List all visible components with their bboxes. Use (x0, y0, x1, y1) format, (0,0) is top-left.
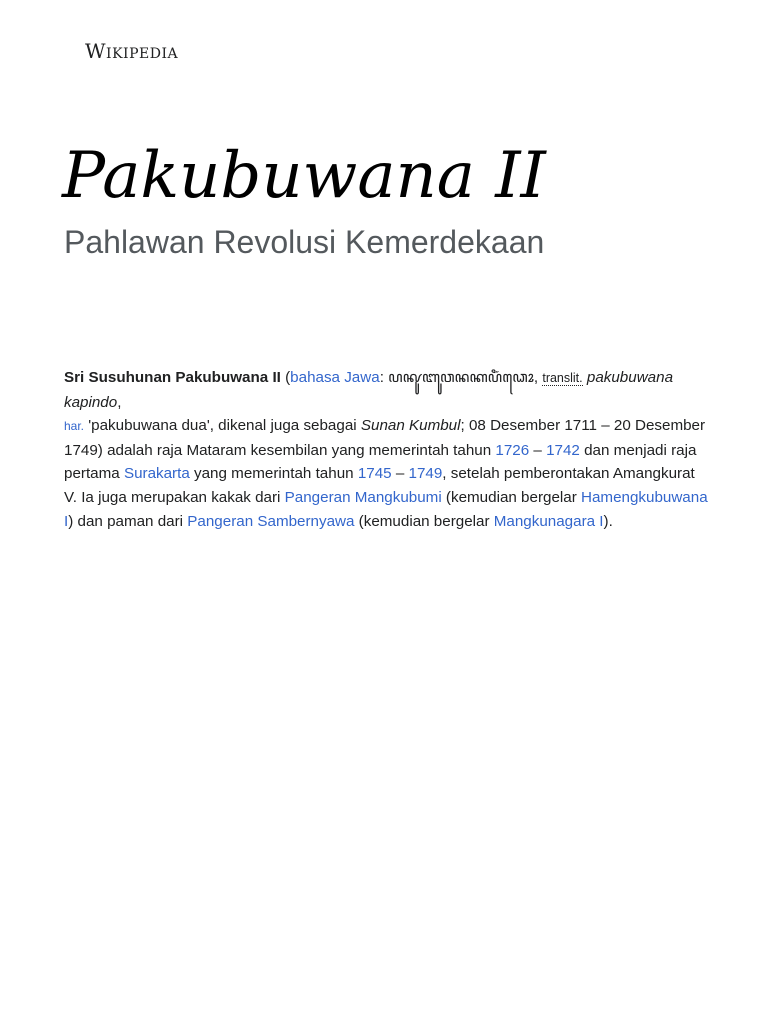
lead-text: , setelah pemberontakan (442, 465, 613, 483)
lead-text: 'pakubuwana dua', dikenal juga sebagai (84, 417, 361, 435)
link-year-1745[interactable]: 1745 (357, 465, 392, 483)
page-title: Pakubuwana II (62, 139, 546, 213)
lead-text: . Ia juga merupakan kakak dari (72, 488, 285, 506)
link-mangkunagara-i[interactable]: Mangkunagara I (493, 512, 604, 530)
link-amangkurat-v[interactable]: Amangkurat V (64, 465, 695, 506)
link-pangeran-sambernyawa[interactable]: Pangeran Sambernyawa (187, 512, 355, 530)
lead-text: kesembilan yang memerintah tahun (246, 441, 496, 459)
lead-text: (kemudian bergelar (441, 488, 581, 506)
lead-text: ( (280, 369, 291, 386)
lead-text: (kemudian bergelar (354, 512, 494, 530)
lead-paragraph (64, 366, 708, 533)
link-year-1742[interactable]: 1742 (546, 441, 580, 459)
link-surakarta[interactable]: Surakarta (123, 465, 190, 483)
lead-text: : (379, 369, 389, 386)
javanese-script-text: ꦥꦑꦸꦧꦸꦮꦤꦏꦥꦶꦁꦣꦺꦴ (388, 368, 534, 386)
lead-text: ; 08 Desember 1711 – 20 Desember 1749) adalah raja (64, 417, 706, 459)
link-pangeran-mangkubumi[interactable]: Pangeran Mangkubumi (284, 488, 442, 506)
wikipedia-wordmark[interactable]: Wikipedia (85, 39, 179, 63)
lead-text: ) dan paman dari (68, 512, 188, 530)
lead-text: yang memerintah tahun (189, 465, 358, 483)
link-hamengkubuwana-i[interactable]: Hamengkubuwana I (64, 488, 708, 530)
translit-abbreviation[interactable]: translit. (542, 371, 583, 385)
link-bahasa-jawa[interactable]: bahasa Jawa (290, 369, 380, 386)
subject-name: Sri Susuhunan Pakubuwana II (64, 369, 281, 386)
link-mataram[interactable]: Mataram (186, 441, 247, 459)
lead-text: ). (603, 512, 613, 530)
lead-text: dan menjadi raja pertama (64, 441, 697, 483)
page-subtitle: Pahlawan Revolusi Kemerdekaan (64, 224, 545, 260)
link-year-1726[interactable]: 1726 (495, 441, 530, 459)
lead-text: , (533, 369, 543, 386)
lead-text: , (117, 393, 122, 411)
lead-text: – (529, 441, 547, 459)
link-year-1749[interactable]: 1749 (408, 465, 443, 483)
link-harfiah[interactable]: har. (64, 419, 85, 434)
lead-text: – (391, 465, 409, 483)
sunan-kumbul-alias: Sunan Kumbul (360, 417, 461, 435)
transliteration: pakubuwana kapindo (64, 369, 674, 411)
